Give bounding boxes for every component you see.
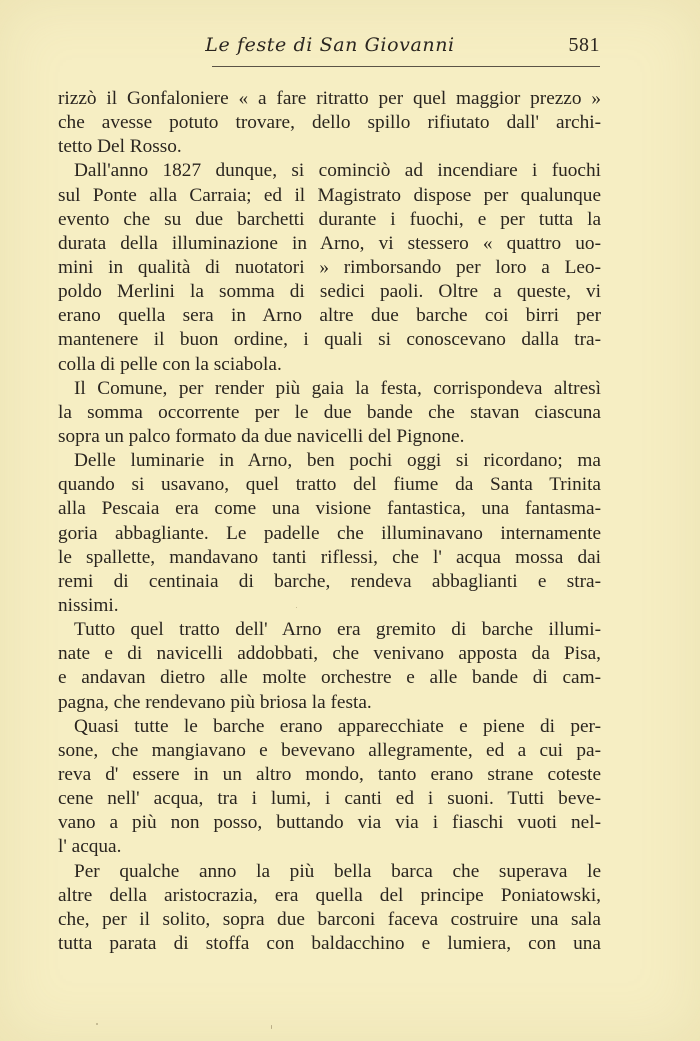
- text-line: pagna, che rendevano più briosa la festa.: [58, 691, 372, 713]
- text-line: goria abbagliante. Le padelle che illuminavano internamente: [58, 522, 601, 544]
- text-line: alla Pescaia era come una visione fantastica, una fantasma-: [58, 498, 601, 520]
- text-line: poldo Merlini la somma di sedici paoli. Oltre a queste, vi: [58, 281, 601, 303]
- paragraph-first-line: Delle luminarie in Arno, ben pochi oggi si ricordano; ma: [74, 450, 601, 472]
- text-line: cene nell' acqua, tra i lumi, i canti ed i suoni. Tutti beve-: [58, 788, 601, 810]
- text-line: mini in qualità di nuotatori » rimborsando per loro a Leo-: [58, 256, 601, 278]
- text-line: durata della illuminazione in Arno, vi stessero « quattro uo-: [58, 232, 601, 254]
- text-line: evento che su due barchetti durante i fuochi, e per tutta la: [58, 208, 601, 230]
- text-line: la somma occorrente per le due bande che stavan ciascuna: [58, 401, 601, 423]
- page-number: 581: [568, 34, 600, 56]
- text-line: e andavan dietro alle molte orchestre e alle bande di cam-: [58, 667, 601, 689]
- paragraph-first-line: Per qualche anno la più bella barca che superava le: [74, 860, 601, 882]
- paragraph-first-line: Tutto quel tratto dell' Arno era gremito di barche illumi-: [74, 619, 601, 641]
- text-line: che avesse potuto trovare, dello spillo rifiutato dall' archi-: [58, 112, 601, 134]
- text-line: tutta parata di stoffa con baldacchino e lumiera, con una: [58, 932, 601, 954]
- text-line: mantenere il buon ordine, i quali si conoscevano dalla tra-: [58, 329, 601, 351]
- text-line: tetto Del Rosso.: [58, 136, 182, 158]
- text-line: le spallette, mandavano tanti riflessi, che l' acqua mossa dai: [58, 546, 601, 568]
- paper-speck: [271, 1025, 272, 1029]
- text-line: nissimi.: [58, 594, 119, 616]
- paper-speck: [296, 607, 297, 608]
- paragraph-first-line: Quasi tutte le barche erano apparecchiate e piene di per-: [74, 715, 601, 737]
- text-line: remi di centinaia di barche, rendeva abbaglianti e stra-: [58, 570, 601, 592]
- paper-speck: [96, 1023, 98, 1025]
- text-line: sone, che mangiavano e bevevano allegramente, ed a cui pa-: [58, 739, 601, 761]
- text-line: nate e di navicelli addobbati, che venivano apposta da Pisa,: [58, 643, 601, 665]
- paragraph-first-line: Il Comune, per render più gaia la festa, corrispondeva altresì: [74, 377, 601, 399]
- paragraph-first-line: Dall'anno 1827 dunque, si cominciò ad incendiare i fuochi: [74, 160, 601, 182]
- text-line: rizzò il Gonfaloniere « a fare ritratto per quel maggior prezzo »: [58, 88, 601, 109]
- body-text: [58, 87, 601, 956]
- text-line: altre della aristocrazia, era quella del principe Poniatowski,: [58, 884, 601, 906]
- text-line: sul Ponte alla Carraia; ed il Magistrato dispose per qualunque: [58, 184, 601, 206]
- header-rule: [212, 66, 600, 67]
- text-line: quando si usavano, quel tratto del fiume da Santa Trinita: [58, 474, 601, 496]
- text-line: erano quella sera in Arno altre due barche coi birri per: [58, 305, 601, 327]
- text-line: sopra un palco formato da due navicelli del Pignone.: [58, 425, 465, 447]
- running-title: Le feste di San Giovanni: [205, 34, 455, 56]
- running-header: [60, 34, 600, 68]
- text-line: colla di pelle con la sciabola.: [58, 353, 282, 375]
- text-line: l' acqua.: [58, 836, 122, 858]
- text-line: vano a più non posso, buttando via via i fiaschi vuoti nel-: [58, 812, 601, 834]
- text-line: reva d' essere in un altro mondo, tanto erano strane coteste: [58, 763, 601, 785]
- text-line: che, per il solito, sopra due barconi faceva costruire una sala: [58, 908, 601, 930]
